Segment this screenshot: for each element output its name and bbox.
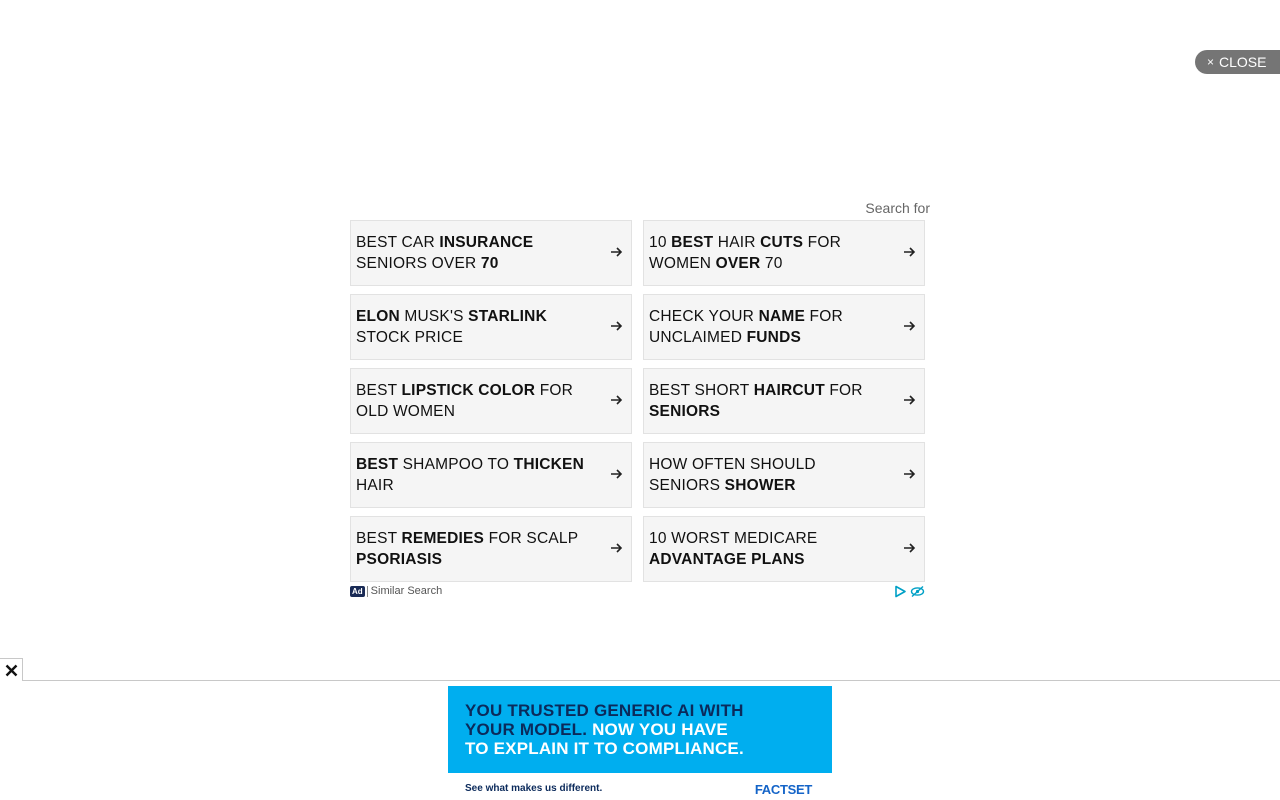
hide-ad-eye-icon[interactable] bbox=[910, 585, 925, 598]
suggestion-text-part: LIPSTICK COLOR bbox=[401, 382, 536, 399]
suggestion-text-part: FUNDS bbox=[746, 329, 801, 346]
suggestion-text-part: ELON bbox=[356, 308, 400, 325]
suggestion-text-part: CUTS bbox=[760, 234, 804, 251]
close-label: CLOSE bbox=[1219, 54, 1267, 70]
suggestion-card[interactable] bbox=[350, 442, 632, 508]
suggestion-text-part: BEST bbox=[356, 530, 402, 547]
suggestion-label bbox=[356, 517, 596, 581]
suggestion-text-part: PSORIASIS bbox=[356, 551, 443, 568]
suggestion-card[interactable] bbox=[350, 368, 632, 434]
banner-line-2-dark: YOUR MODEL. bbox=[465, 720, 588, 739]
suggestion-text-part: OVER bbox=[715, 255, 761, 272]
suggestion-text-part: BEST bbox=[356, 456, 399, 473]
suggestion-label bbox=[649, 517, 889, 581]
suggestion-text-part: FOR SCALP bbox=[484, 530, 578, 547]
suggestion-text-part: SHOWER bbox=[724, 477, 796, 494]
suggestion-text-part: FOR OLD WOMEN bbox=[356, 382, 574, 420]
suggestion-text-part: MUSK'S bbox=[399, 308, 469, 325]
suggestion-text-part: ADVANTAGE PLANS bbox=[649, 551, 805, 568]
arrow-right-icon bbox=[902, 391, 918, 409]
arrow-right-icon bbox=[609, 539, 625, 557]
banner-headline bbox=[465, 701, 744, 758]
suggestion-text-part: BEST CAR bbox=[356, 234, 440, 251]
suggestion-text-part: SHAMPOO TO bbox=[398, 456, 514, 473]
divider bbox=[367, 586, 368, 597]
suggestion-label bbox=[356, 443, 596, 507]
suggestion-text-part: CHECK YOUR bbox=[649, 308, 759, 325]
adchoices-play-icon[interactable] bbox=[894, 585, 907, 598]
suggestion-label bbox=[649, 221, 889, 285]
adchoices[interactable] bbox=[894, 585, 925, 598]
arrow-right-icon bbox=[902, 243, 918, 261]
suggestion-text-part: BEST SHORT bbox=[649, 382, 754, 399]
arrow-right-icon bbox=[609, 391, 625, 409]
arrow-right-icon bbox=[609, 465, 625, 483]
suggestion-text-part: HOW OFTEN SHOULD SENIORS bbox=[649, 456, 816, 494]
suggestion-card[interactable] bbox=[643, 220, 925, 286]
suggestion-text-part: STOCK PRICE bbox=[356, 329, 463, 346]
suggestion-label bbox=[649, 369, 889, 433]
suggestion-text-part: BEST bbox=[356, 382, 402, 399]
suggestion-text-part: INSURANCE bbox=[439, 234, 534, 251]
factset-banner-ad[interactable] bbox=[448, 686, 832, 800]
banner-line-1: YOU TRUSTED GENERIC AI WITH bbox=[465, 701, 744, 720]
suggestion-text-part: BEST bbox=[671, 234, 714, 251]
search-for-heading: Search for bbox=[865, 200, 930, 216]
suggestion-card[interactable] bbox=[643, 516, 925, 582]
suggestion-text-part: NAME bbox=[758, 308, 806, 325]
suggestion-label bbox=[356, 369, 596, 433]
banner-tagline: See what makes us different. bbox=[465, 783, 603, 794]
arrow-right-icon bbox=[609, 243, 625, 261]
suggestion-text-part: SENIORS OVER bbox=[356, 255, 481, 272]
suggestion-text-part: 70 bbox=[480, 255, 499, 272]
factset-logo: FACTSET bbox=[754, 782, 812, 797]
suggestion-text-part: HAIRCUT bbox=[753, 382, 825, 399]
suggestion-text-part: FOR UNCLAIMED bbox=[649, 308, 843, 346]
close-bottom-ad-button[interactable] bbox=[0, 658, 23, 681]
close-button[interactable] bbox=[1195, 50, 1280, 74]
suggestion-card[interactable] bbox=[350, 516, 632, 582]
suggestion-text-part: HAIR bbox=[713, 234, 761, 251]
close-icon: × bbox=[1207, 55, 1215, 69]
suggestion-text-part: SENIORS bbox=[649, 403, 721, 420]
suggestion-text-part: FOR WOMEN bbox=[649, 234, 841, 272]
arrow-right-icon bbox=[902, 317, 918, 335]
suggestion-text-part: 10 bbox=[649, 234, 672, 251]
suggestion-card[interactable] bbox=[350, 294, 632, 360]
suggestion-text-part: 70 bbox=[760, 255, 783, 272]
suggestion-card[interactable] bbox=[643, 294, 925, 360]
suggestion-label bbox=[356, 221, 596, 285]
suggestion-text-part: REMEDIES bbox=[401, 530, 485, 547]
suggestion-text-part: 10 WORST MEDICARE bbox=[649, 530, 818, 547]
ad-footer bbox=[350, 585, 925, 601]
suggestion-label bbox=[356, 295, 596, 359]
suggestion-text-part: THICKEN bbox=[513, 456, 584, 473]
suggestion-text-part: STARLINK bbox=[468, 308, 547, 325]
suggestion-card[interactable] bbox=[643, 368, 925, 434]
banner-line-3: TO EXPLAIN IT TO COMPLIANCE. bbox=[465, 739, 744, 758]
suggestion-text-part: FOR bbox=[824, 382, 863, 399]
banner-line-2-light: NOW YOU HAVE bbox=[587, 720, 728, 739]
suggestion-label bbox=[649, 443, 889, 507]
bottom-ad-divider bbox=[0, 680, 1280, 681]
suggestion-text-part: HAIR bbox=[356, 477, 394, 494]
suggestion-label bbox=[649, 295, 889, 359]
arrow-right-icon bbox=[902, 539, 918, 557]
suggestion-card[interactable] bbox=[350, 220, 632, 286]
arrow-right-icon bbox=[902, 465, 918, 483]
similar-search-label: Similar Search bbox=[370, 585, 443, 598]
close-icon bbox=[5, 664, 18, 677]
suggestion-card[interactable] bbox=[643, 442, 925, 508]
arrow-right-icon bbox=[609, 317, 625, 335]
ad-badge: Ad bbox=[352, 586, 363, 596]
